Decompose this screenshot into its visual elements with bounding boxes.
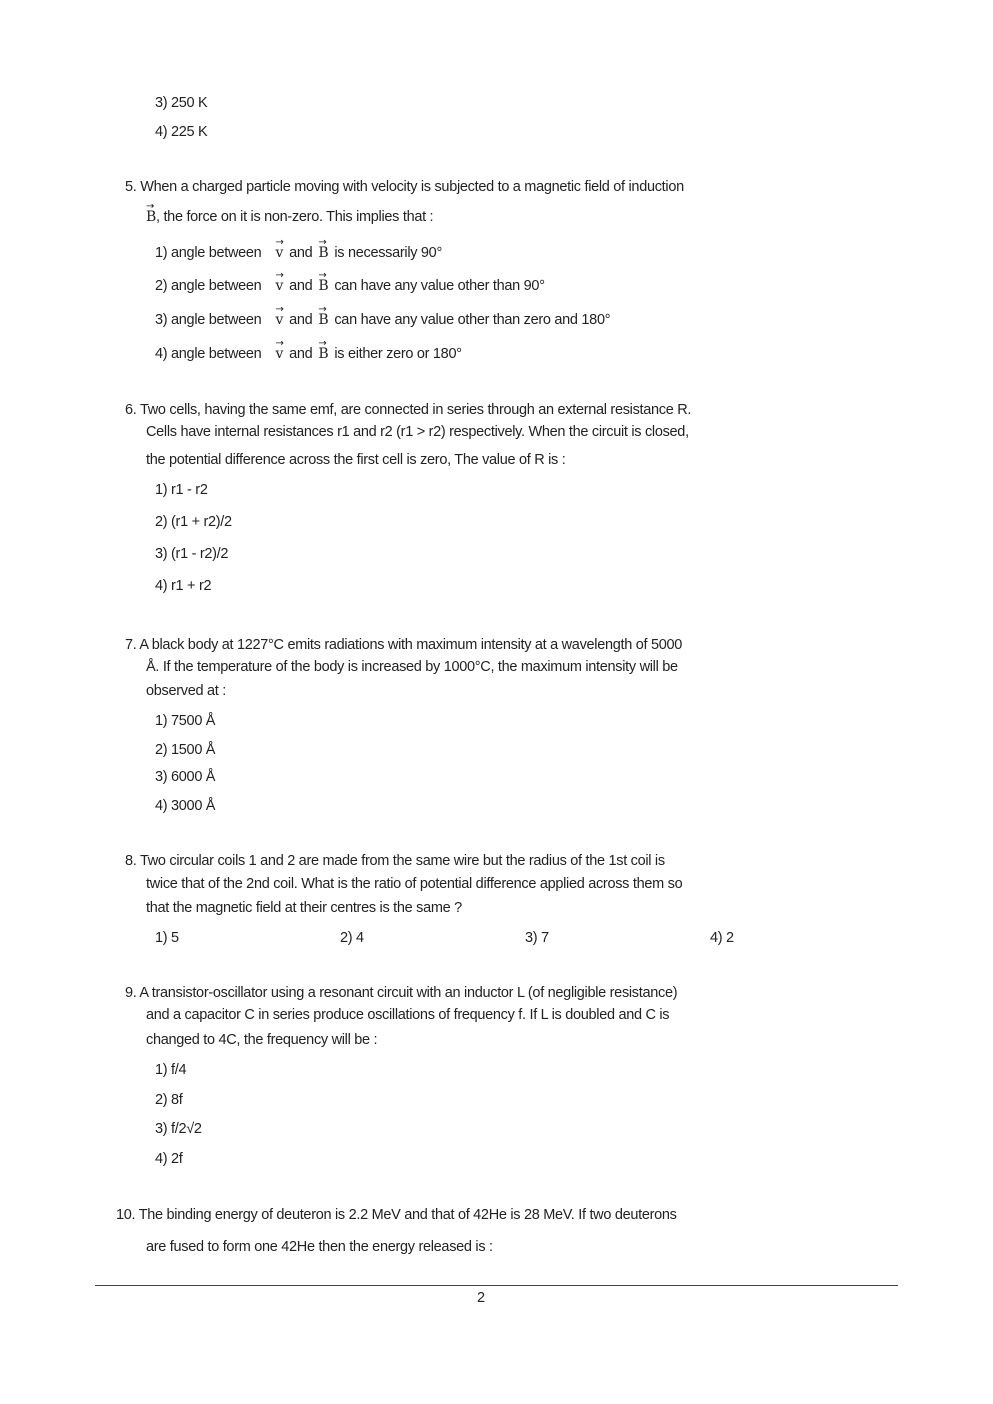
q5-option-2 — [155, 273, 545, 295]
q8-text-line-1: 8. Two circular coils 1 and 2 are made from the same wire but the radius of the 1st coil is — [125, 853, 665, 869]
q5-text-line-2 — [140, 204, 433, 226]
vector-b-symbol: → B — [318, 240, 328, 262]
q5-option-1 — [155, 240, 442, 262]
option-rest: is necessarily 90° — [334, 245, 442, 261]
option-and: and — [289, 312, 313, 328]
q9-text-line-2: and a capacitor C in series produce oscillations of frequency f. If L is doubled and C is — [146, 1007, 670, 1023]
option-and: and — [289, 278, 313, 294]
q8-option-2: 2) 4 — [340, 930, 364, 946]
vector-v-symbol: → v — [275, 307, 283, 329]
vector-b-symbol: → B — [318, 341, 328, 363]
q4-option-4: 4) 225 K — [155, 124, 208, 140]
q8-option-3: 3) 7 — [525, 930, 549, 946]
option-rest: can have any value other than zero and 180° — [334, 312, 611, 328]
option-rest: can have any value other than 90° — [334, 278, 545, 294]
q7-option-1: 1) 7500 Å — [155, 713, 216, 729]
q6-text-line-1: 6. Two cells, having the same emf, are connected in series through an external resistance R. — [125, 402, 692, 418]
q6-option-2: 2) (r1 + r2)/2 — [155, 514, 232, 530]
q4-option-3: 3) 250 K — [155, 95, 208, 111]
q5-line-2-text: , the force on it is non-zero. This implies that : — [156, 209, 434, 225]
q10-text-line-2: are fused to form one 42He then the energy released is : — [146, 1239, 493, 1255]
q7-option-3: 3) 6000 Å — [155, 769, 216, 785]
q7-text-line-1: 7. A black body at 1227°C emits radiations with maximum intensity at a wavelength of 5000 — [125, 637, 682, 653]
option-prefix: 1) angle between — [155, 245, 262, 261]
q7-option-4: 4) 3000 Å — [155, 798, 216, 814]
q8-text-line-3: that the magnetic field at their centres is the same ? — [146, 900, 462, 916]
q10-text-line-1: 10. The binding energy of deuteron is 2.2 MeV and that of 42He is 28 MeV. If two deuterons — [116, 1207, 677, 1223]
q9-text-line-3: changed to 4C, the frequency will be : — [146, 1032, 378, 1048]
q9-option-1: 1) f/4 — [155, 1062, 187, 1078]
q7-option-2: 2) 1500 Å — [155, 742, 216, 758]
q9-option-4: 4) 2f — [155, 1151, 183, 1167]
q5-option-4 — [155, 341, 462, 363]
vector-b-symbol: → B — [146, 204, 156, 226]
vector-b-symbol: → B — [318, 273, 328, 295]
vector-v-symbol: → v — [275, 341, 283, 363]
q7-text-line-2: Å. If the temperature of the body is increased by 1000°C, the maximum intensity will be — [146, 659, 678, 675]
q7-text-line-3: observed at : — [146, 683, 226, 699]
q9-option-3: 3) f/2√2 — [155, 1121, 202, 1137]
q9-text-line-1: 9. A transistor-oscillator using a resonant circuit with an inductor L (of negligible resistance) — [125, 985, 678, 1001]
vector-v-symbol: → v — [275, 273, 283, 295]
page-number: 2 — [477, 1290, 485, 1306]
option-prefix: 2) angle between — [155, 278, 262, 294]
q6-text-line-3: the potential difference across the first cell is zero, The value of R is : — [146, 452, 566, 468]
q8-option-4: 4) 2 — [710, 930, 734, 946]
q5-option-3 — [155, 307, 610, 329]
q5-text-line-1: 5. When a charged particle moving with velocity is subjected to a magnetic field of induction — [125, 179, 684, 195]
option-prefix: 4) angle between — [155, 346, 262, 362]
q8-options-row — [155, 929, 734, 947]
option-prefix: 3) angle between — [155, 312, 262, 328]
q6-option-4: 4) r1 + r2 — [155, 578, 212, 594]
vector-b-symbol: → B — [318, 307, 328, 329]
option-and: and — [289, 346, 313, 362]
footer-divider — [95, 1285, 898, 1286]
q6-option-3: 3) (r1 - r2)/2 — [155, 546, 229, 562]
vector-v-symbol: → v — [275, 240, 283, 262]
q8-text-line-2: twice that of the 2nd coil. What is the ratio of potential difference applied across them so — [146, 876, 683, 892]
q8-option-1: 1) 5 — [155, 930, 179, 946]
q6-text-line-2: Cells have internal resistances r1 and r2 (r1 > r2) respectively. When the circuit is closed, — [146, 424, 689, 440]
q6-option-1: 1) r1 - r2 — [155, 482, 208, 498]
option-rest: is either zero or 180° — [334, 346, 462, 362]
option-and: and — [289, 245, 313, 261]
q9-option-2: 2) 8f — [155, 1092, 183, 1108]
